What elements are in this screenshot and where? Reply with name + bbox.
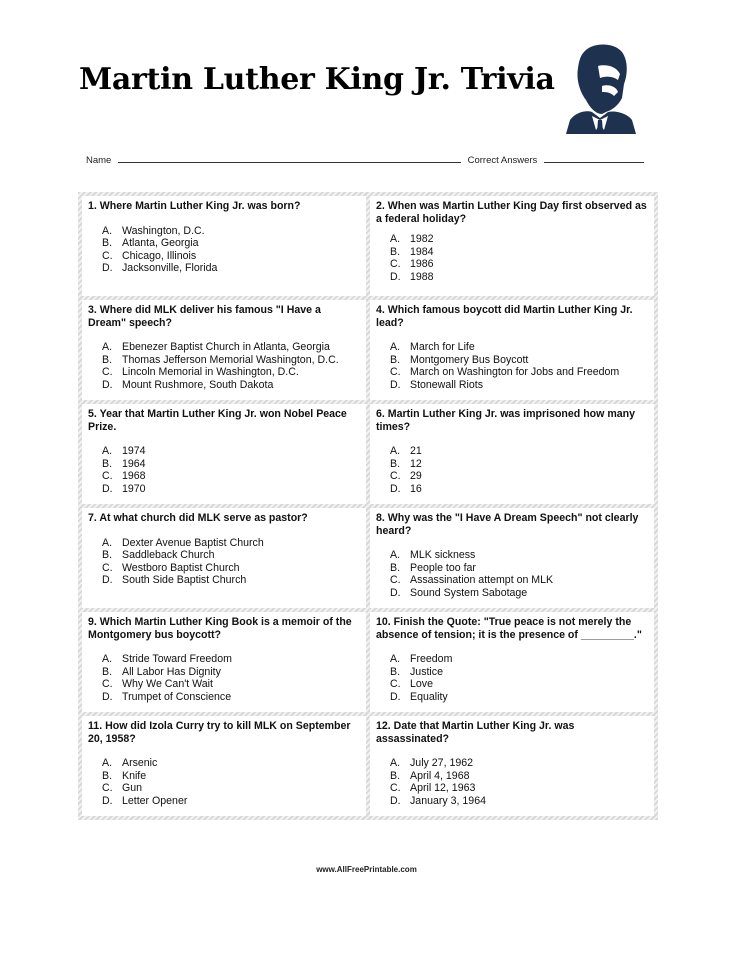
question-cell [82,508,366,608]
answer-option [390,757,648,770]
answer-options [102,445,360,495]
option-text: April 12, 1963 [410,782,476,794]
answer-option [102,549,360,562]
question-text: 4. Which famous boycott did Martin Luther King Jr. lead? [376,304,633,329]
answer-option [390,379,648,392]
answer-option [102,757,360,770]
trivia-grid [78,192,658,820]
question-text: 7. At what church did MLK serve as pastor? [88,512,308,524]
option-letter: D. [390,690,401,703]
option-letter: D. [102,378,113,391]
name-label: Name [86,155,112,166]
page-title: Martin Luther King Jr. Trivia [79,62,555,97]
option-letter: D. [102,262,113,274]
question-cell [82,716,366,816]
option-letter: D. [102,482,113,495]
question-text: 3. Where did MLK deliver his famous "I Have a Dream" speech? [88,304,321,329]
question-text: 10. Finish the Quote: "True peace is not merely the absence of tension; it is the presence of _________." [376,616,642,641]
answer-option [390,795,648,808]
option-letter: D. [390,270,401,283]
answer-option [390,691,648,704]
question-text: 11. How did Izola Curry try to kill MLK on September 20, 1958? [88,720,351,745]
question-cell [82,404,366,504]
question-text: 9. Which Martin Luther King Book is a memoir of the Montgomery bus boycott? [88,616,352,641]
answer-option [102,691,360,704]
answer-options [102,225,360,275]
option-text: People too far [410,561,476,574]
option-letter: A. [102,653,113,665]
option-text: 1982 [410,233,434,245]
question-cell [82,300,366,400]
answer-option [102,678,360,691]
answer-options [102,537,360,587]
option-text: Arsenic [122,757,158,769]
option-letter: B. [102,457,113,470]
answer-options [390,757,648,807]
answer-options [102,341,360,391]
option-text: 1988 [410,270,434,283]
option-letter: D. [390,378,401,391]
answer-option [102,537,360,550]
option-letter: B. [102,769,113,782]
option-letter: A. [390,341,401,353]
option-letter: C. [390,574,401,586]
question-cell [370,404,654,504]
question-cell [370,508,654,608]
option-letter: B. [390,561,401,574]
option-letter: D. [102,690,113,703]
option-text: 21 [410,445,422,457]
answer-option [102,795,360,808]
option-letter: B. [390,769,401,782]
mlk-portrait-image [562,40,638,134]
option-letter: B. [102,549,113,561]
option-text: 1970 [122,482,146,495]
option-text: Why We Can't Wait [122,678,213,690]
answer-option [102,562,360,575]
option-text: March for Life [410,341,475,353]
question-cell [370,196,654,296]
option-letter: A. [102,757,113,769]
option-letter: C. [102,249,113,262]
option-text: Love [410,678,433,690]
option-text: Mount Rushmore, South Dakota [122,378,274,391]
question-cell [82,196,366,296]
option-letter: C. [390,366,401,378]
correct-answers-field[interactable] [544,153,644,163]
option-letter: A. [102,536,113,549]
option-letter: B. [102,237,113,249]
option-text: Knife [122,769,147,782]
option-letter: B. [102,665,113,678]
answer-options [390,549,648,599]
option-text: April 4, 1968 [410,769,470,782]
option-text: Stride Toward Freedom [122,653,232,665]
option-letter: B. [390,353,401,366]
option-text: 1974 [122,445,146,457]
option-letter: A. [102,445,113,457]
name-line [86,153,644,166]
question-text: 8. Why was the "I Have A Dream Speech" not clearly heard? [376,512,639,537]
option-text: Dexter Avenue Baptist Church [122,536,264,549]
answer-option [102,782,360,795]
name-field[interactable] [118,153,461,163]
option-letter: A. [390,757,401,769]
option-text: 16 [410,482,422,495]
question-cell [370,300,654,400]
option-letter: A. [102,224,113,237]
option-text: Westboro Baptist Church [122,561,240,574]
answer-option [390,574,648,587]
answer-options [102,757,360,807]
option-text: Assassination attempt on MLK [410,574,554,586]
answer-option [102,770,360,783]
question-text: 12. Date that Martin Luther King Jr. was assassinated? [376,720,575,745]
option-text: Trumpet of Conscience [122,690,232,703]
answer-option [390,770,648,783]
option-text: 1984 [410,245,434,258]
option-letter: D. [102,794,113,807]
answer-option [102,470,360,483]
option-letter: C. [102,366,113,378]
option-letter: A. [390,653,401,665]
option-text: July 27, 1962 [410,757,474,769]
option-letter: B. [390,665,401,678]
answer-option [390,366,648,379]
option-text: All Labor Has Dignity [122,665,221,678]
answer-option [102,458,360,471]
option-letter: A. [390,233,401,245]
answer-option [390,666,648,679]
answer-option [390,782,648,795]
option-letter: C. [390,258,401,270]
option-text: Equality [410,690,448,703]
answer-option [390,549,648,562]
option-text: Stonewall Riots [410,378,484,391]
option-letter: C. [102,678,113,690]
option-text: Freedom [410,653,453,665]
answer-option [390,587,648,600]
answer-option [102,666,360,679]
answer-option [102,237,360,250]
answer-option [390,678,648,691]
option-letter: A. [102,341,113,353]
option-letter: D. [390,482,401,495]
option-letter: D. [102,574,113,586]
answer-option [390,246,648,259]
option-text: Sound System Sabotage [410,586,528,599]
answer-options [390,653,648,703]
answer-option [390,445,648,458]
option-letter: C. [390,678,401,690]
answer-option [390,354,648,367]
option-letter: C. [390,470,401,482]
option-letter: C. [390,782,401,794]
answer-option [102,366,360,379]
option-letter: D. [390,794,401,807]
option-text: Letter Opener [122,794,188,807]
answer-options [390,445,648,495]
question-text: 5. Year that Martin Luther King Jr. won Nobel Peace Prize. [88,408,347,433]
answer-option [390,258,648,271]
option-letter: B. [102,353,113,366]
option-text: Jacksonville, Florida [122,262,218,274]
footer-url: www.AllFreePrintable.com [316,865,417,874]
answer-option [102,225,360,238]
answer-option [390,653,648,666]
option-letter: C. [102,470,113,482]
option-letter: A. [390,549,401,561]
option-text: 12 [410,457,422,470]
answer-option [390,341,648,354]
answer-option [390,470,648,483]
option-text: MLK sickness [410,549,476,561]
option-text: Lincoln Memorial in Washington, D.C. [122,366,299,378]
answer-option [102,354,360,367]
option-letter: B. [390,245,401,258]
answer-option [102,445,360,458]
option-text: January 3, 1964 [410,794,486,807]
question-cell [82,612,366,712]
answer-options [390,341,648,391]
answer-option [390,483,648,496]
question-cell [370,612,654,712]
option-text: Justice [410,665,443,678]
option-letter: A. [390,445,401,457]
option-letter: D. [390,586,401,599]
option-text: Atlanta, Georgia [122,237,199,249]
option-text: 29 [410,470,422,482]
option-text: Chicago, Illinois [122,249,197,262]
answer-option [102,341,360,354]
answer-option [390,562,648,575]
answer-option [102,653,360,666]
option-text: Washington, D.C. [122,224,205,237]
option-text: 1968 [122,470,146,482]
option-text: Thomas Jefferson Memorial Washington, D.C. [122,353,339,366]
answer-options [390,233,648,283]
question-cell [370,716,654,816]
option-letter: C. [102,782,113,794]
answer-option [390,458,648,471]
option-text: March on Washington for Jobs and Freedom [410,366,620,378]
option-text: Gun [122,782,143,794]
question-text: 6. Martin Luther King Jr. was imprisoned how many times? [376,408,636,433]
answer-option [102,250,360,263]
correct-answers-label: Correct Answers [467,155,538,166]
answer-options [102,653,360,703]
option-text: 1986 [410,258,434,270]
answer-option [102,262,360,275]
answer-option [390,233,648,246]
question-text: 1. Where Martin Luther King Jr. was born? [88,200,301,212]
option-text: 1964 [122,457,146,470]
answer-option [390,271,648,284]
question-text: 2. When was Martin Luther King Day first observed as a federal holiday? [376,200,647,225]
option-letter: B. [390,457,401,470]
option-text: Ebenezer Baptist Church in Atlanta, Georgia [122,341,330,353]
answer-option [102,379,360,392]
option-text: South Side Baptist Church [122,574,247,586]
option-text: Montgomery Bus Boycott [410,353,529,366]
option-letter: C. [102,561,113,574]
option-text: Saddleback Church [122,549,215,561]
answer-option [102,483,360,496]
answer-option [102,574,360,587]
